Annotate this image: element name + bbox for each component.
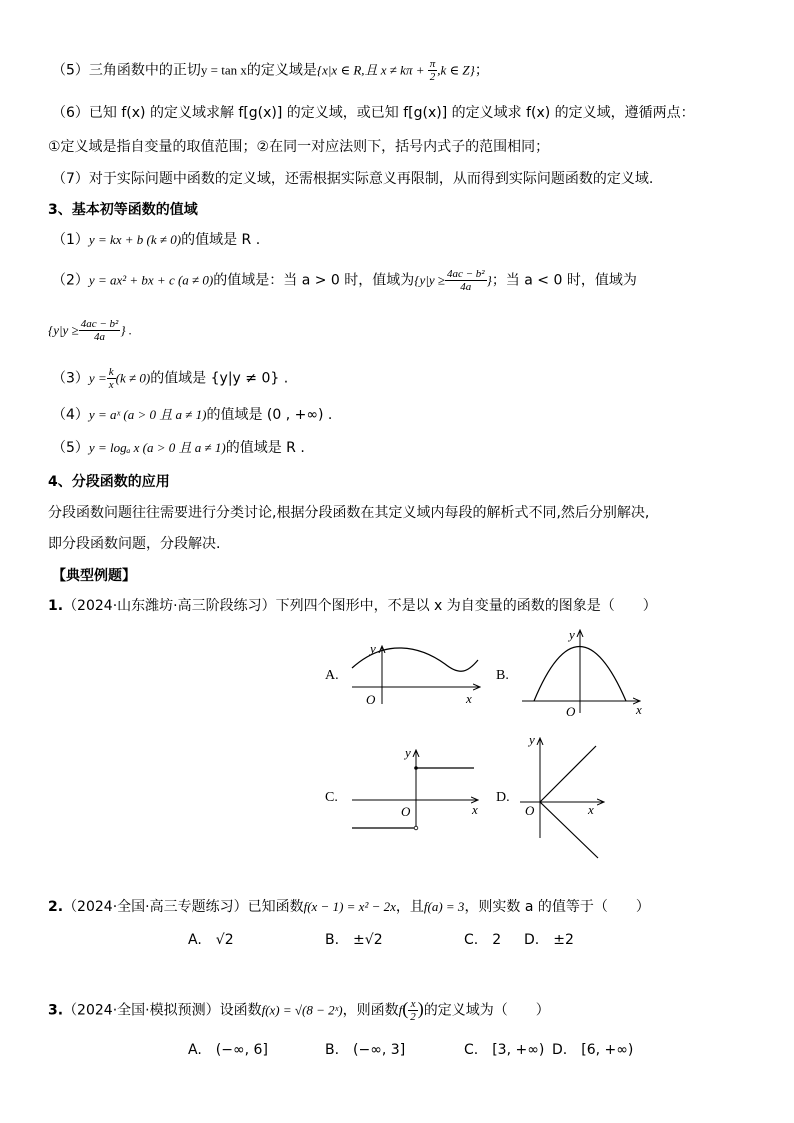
q1-text: （2024·山东潍坊·高三阶段练习）下列四个图形中，不是以 x 为自变量的函数的图象是（ ）: [63, 598, 657, 614]
r5-expr: y = logₐ x (a > 0 且 a ≠ 1): [88, 440, 226, 455]
r3-den: x: [108, 379, 114, 391]
r2-den: 4a: [460, 281, 472, 293]
q3-option-b[interactable]: B. (−∞, 3]: [325, 1042, 406, 1058]
graph-b-label: B.: [496, 668, 509, 683]
graph-b-origin: O: [566, 704, 576, 719]
q2-cond: f(a) = 3: [423, 899, 465, 914]
graph-c-label: C.: [325, 790, 338, 805]
q2-text-post: ，则实数 a 的值等于（ ）: [464, 899, 650, 915]
domain-rule-7: （7）对于实际问题中函数的定义域，还需根据实际意义再限制，从而得到实际问题函数的定义域.: [52, 171, 654, 187]
r2b-frac: [79, 318, 121, 343]
q3-option-d[interactable]: D. [6, +∞): [552, 1042, 634, 1058]
q3-func: f(x) = √(8 − 2ˣ): [261, 1002, 343, 1018]
graph-c-lower-dot: [414, 826, 418, 830]
section4-para1: 分段函数问题往往需要进行分类讨论,根据分段函数在其定义域内每段的解析式不同,然后分别解决,: [48, 505, 650, 521]
q1-graphs: [0, 620, 794, 920]
range-2: [52, 268, 637, 293]
graph-a-origin: O: [366, 692, 376, 707]
r3-y: y =: [88, 370, 107, 386]
r2b-set-post: } .: [120, 322, 133, 338]
graph-c: [325, 745, 478, 830]
rule5-tail: ；: [474, 62, 489, 79]
q3-paren-open: (: [402, 998, 409, 1019]
graph-a-x-label: x: [466, 691, 472, 706]
rule5-frac: [428, 58, 438, 83]
range-3: [52, 366, 288, 391]
range-2-cont: [48, 318, 132, 343]
range-4: [52, 405, 332, 425]
q3-number: 3.: [48, 1002, 64, 1019]
domain-rule-6-cont: ①定义域是指自变量的取值范围；②在同一对应法则下，括号内式子的范围相同；: [48, 139, 550, 155]
r1-post: 的值域是 R .: [181, 232, 261, 248]
q3-paren-close: ): [417, 998, 424, 1019]
range-1: [52, 230, 260, 250]
graph-c-y-label: y: [405, 745, 411, 760]
range-5: [52, 438, 305, 458]
r2-frac: [445, 268, 487, 293]
r2-expr: y = ax² + bx + c (a ≠ 0): [88, 272, 214, 288]
rule5-mid: 的定义域是: [246, 62, 317, 79]
r2b-den: 4a: [94, 331, 105, 343]
section4-para2: 即分段函数问题，分段解决.: [48, 536, 221, 552]
r3-num: k: [108, 366, 114, 378]
r4-post: 的值域是 (0 , +∞) .: [206, 407, 333, 423]
r3-post: 的值域是 {y|y ≠ 0} .: [150, 370, 289, 387]
r3-frac: [107, 366, 116, 391]
q3-option-a[interactable]: A. (−∞, 6]: [188, 1042, 268, 1058]
r2b-set-pre: {y|y ≥: [48, 322, 79, 338]
q3-text-pre: （2024·全国·模拟预测）设函数: [63, 1002, 262, 1019]
graph-d: [496, 732, 604, 858]
q3-frac: [408, 998, 418, 1023]
graph-a-y-label: y: [370, 641, 376, 656]
q2-option-c[interactable]: C. 2: [464, 932, 502, 948]
q3-func2: f: [398, 1002, 403, 1018]
graph-c-origin: O: [401, 804, 411, 819]
q2-option-d[interactable]: D. ±2: [524, 932, 574, 948]
rule5-end: ,k ∈ Z}: [437, 62, 475, 78]
graph-d-y-label: y: [529, 732, 535, 747]
r2-mid: 的值域是：当 a > 0 时，值域为: [213, 272, 415, 289]
domain-rule-5: [52, 58, 489, 83]
r4-expr: y = aˣ (a > 0 且 a ≠ 1): [88, 407, 207, 422]
q2-func: f(x − 1) = x² − 2x: [303, 899, 396, 914]
r2-pre: （2）: [52, 272, 89, 289]
graph-a-label: A.: [325, 668, 339, 683]
rule5-text: （5）三角函数中的正切: [52, 62, 201, 79]
r2-set-post: }: [486, 272, 492, 288]
graph-d-x-label: x: [588, 802, 594, 817]
q2-text-pre: （2024·全国·高三专题练习）已知函数: [63, 899, 304, 915]
graph-b: [496, 627, 642, 719]
q3-text-post: 的定义域为（ ）: [423, 1002, 550, 1019]
r1-pre: （1）: [52, 232, 89, 248]
r2-num: 4ac − b²: [447, 268, 485, 280]
graph-c-x-label: x: [472, 802, 478, 817]
section4-title: 4、分段函数的应用: [48, 474, 170, 490]
r2-mid2: ；当 a < 0 时，值域为: [491, 272, 637, 289]
graph-b-y-label: y: [569, 627, 575, 642]
section3-title: 3、基本初等函数的值域: [48, 202, 198, 218]
r1-expr: y = kx + b (k ≠ 0): [88, 232, 182, 247]
rule5-func: y = tan x: [200, 62, 247, 78]
q2-number: 2.: [48, 899, 64, 915]
q2-text-mid: ，且: [395, 899, 424, 915]
graph-d-upper-ray: [540, 746, 596, 802]
q3-frac-num: x: [408, 998, 418, 1011]
r2-set-pre: {y|y ≥: [414, 272, 445, 288]
q1-number: 1.: [48, 598, 64, 614]
graph-b-x-label: x: [636, 702, 642, 717]
q3-frac-den: 2: [410, 1011, 416, 1023]
question-2: [48, 897, 650, 917]
r5-pre: （5）: [52, 440, 89, 456]
r3-pre: （3）: [52, 370, 89, 387]
graph-d-label: D.: [496, 790, 510, 805]
r4-pre: （4）: [52, 407, 89, 423]
q3-option-c[interactable]: C. [3, +∞): [464, 1042, 545, 1058]
r2b-num: 4ac − b²: [80, 318, 119, 330]
q3-text-mid: ，则函数: [342, 1002, 399, 1019]
question-1: [48, 596, 657, 616]
graph-c-upper-dot: [414, 766, 418, 770]
rule5-pi: π: [429, 58, 436, 70]
examples-title: 【典型例题】: [52, 568, 136, 584]
graph-d-origin: O: [525, 803, 535, 818]
r5-post: 的值域是 R .: [225, 440, 305, 456]
r3-cond: (k ≠ 0): [115, 370, 151, 386]
rule5-two: 2: [429, 71, 436, 83]
domain-rule-6: （6）已知 f(x) 的定义域求解 f[g(x)] 的定义域，或已知 f[g(x)] 的定义域求 f(x) 的定义域，遵循两点：: [52, 105, 695, 121]
graph-a: [325, 641, 480, 707]
rule5-set: {x|x ∈ R,且 x ≠ kπ +: [316, 62, 428, 78]
q2-option-b[interactable]: B. ±√2: [325, 932, 383, 948]
q2-option-a[interactable]: A. √2: [188, 932, 234, 948]
question-3: [48, 998, 550, 1023]
